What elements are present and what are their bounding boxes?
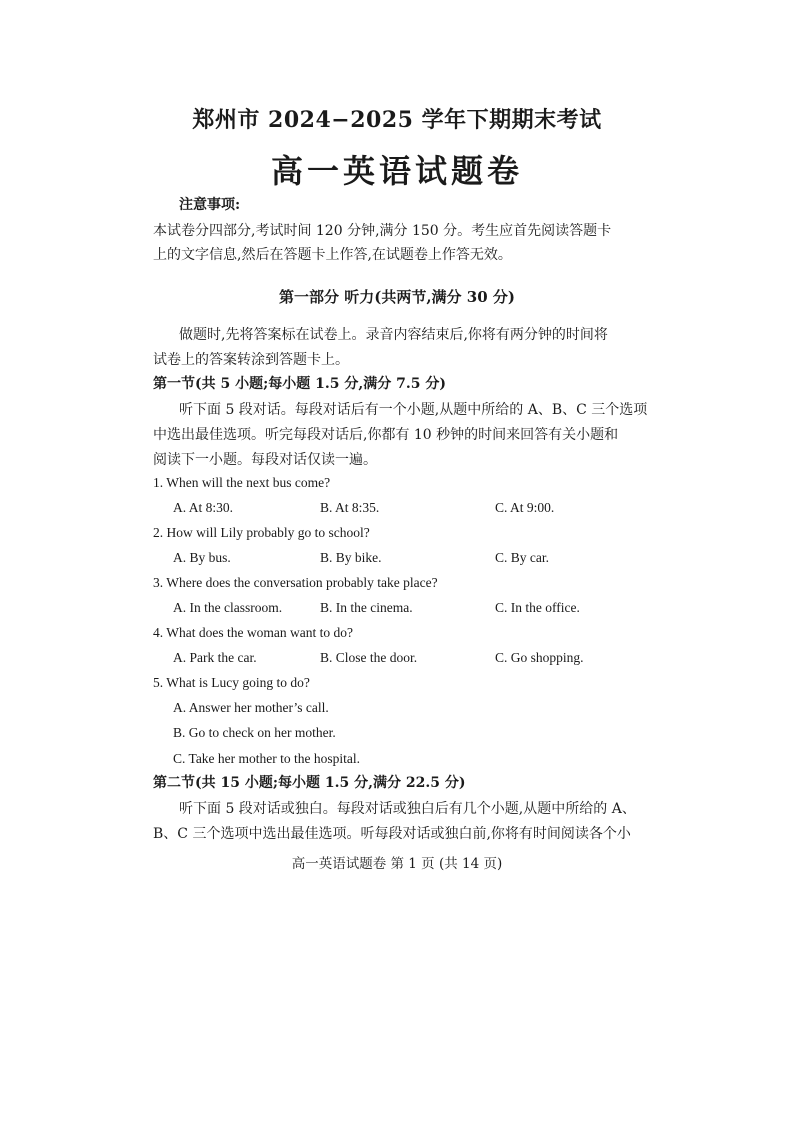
notice-heading: 注意事项: [179, 197, 241, 213]
section2-instr-2: B、C 三个选项中选出最佳选项。听每段对话或独白前,你将有时间阅读各个小 [153, 826, 631, 842]
section2-heading: 第二节(共 15 小题;每小题 1.5 分,满分 22.5 分) [153, 775, 466, 791]
section1-instr-1: 听下面 5 段对话。每段对话后有一个小题,从题中所给的 A、B、C 三个选项 [179, 402, 648, 418]
question-1-option-a: A. At 8:30. [173, 500, 234, 515]
question-2-option-a: A. By bus. [173, 550, 231, 565]
section1-heading: 第一节(共 5 小题;每小题 1.5 分,满分 7.5 分) [153, 376, 446, 392]
notice-line-2: 上的文字信息,然后在答题卡上作答,在试题卷上作答无效。 [153, 247, 512, 263]
notice-line-1: 本试卷分四部分,考试时间 120 分钟,满分 150 分。考生应首先阅读答题卡 [153, 223, 612, 239]
section1-instr-3: 阅读下一小题。每段对话仅读一遍。 [153, 452, 377, 468]
question-4-option-a: A. Park the car. [173, 650, 257, 665]
section1-instr-2: 中选出最佳选项。听完每段对话后,你都有 10 秒钟的时间来回答有关小题和 [153, 427, 619, 443]
question-3-option-a: A. In the classroom. [173, 600, 283, 615]
question-3-option-b: B. In the cinema. [320, 600, 413, 615]
question-4-option-c: C. Go shopping. [495, 650, 584, 665]
section2-instr-1: 听下面 5 段对话或独白。每段对话或独白后有几个小题,从题中所给的 A、 [179, 801, 636, 817]
question-4-option-b: B. Close the door. [320, 650, 418, 665]
exam-title: 郑州市 2024−2025 学年下期期末考试 [192, 107, 602, 133]
question-2-stem: 2. How will Lily probably go to school? [153, 525, 370, 540]
question-3-option-c: C. In the office. [495, 600, 580, 615]
question-3-stem: 3. Where does the conversation probably take place? [153, 575, 438, 590]
part1-intro-1: 做题时,先将答案标在试卷上。录音内容结束后,你将有两分钟的时间将 [179, 327, 608, 343]
question-5-stem: 5. What is Lucy going to do? [153, 675, 310, 690]
question-5-option-c: C. Take her mother to the hospital. [173, 751, 361, 766]
part1-intro-2: 试卷上的答案转涂到答题卡上。 [153, 352, 349, 368]
question-2-option-c: C. By car. [495, 550, 549, 565]
question-5-option-a: A. Answer her mother’s call. [173, 700, 329, 715]
question-2-option-b: B. By bike. [320, 550, 382, 565]
question-1-option-b: B. At 8:35. [320, 500, 380, 515]
exam-subtitle: 高一英语试题卷 [270, 152, 523, 190]
question-1-stem: 1. When will the next bus come? [153, 475, 331, 490]
question-5-option-b: B. Go to check on her mother. [173, 725, 336, 740]
page-footer: 高一英语试题卷 第 1 页 (共 14 页) [291, 856, 503, 872]
question-4-stem: 4. What does the woman want to do? [153, 625, 353, 640]
part1-heading: 第一部分 听力(共两节,满分 30 分) [279, 288, 515, 306]
question-1-option-c: C. At 9:00. [495, 500, 555, 515]
